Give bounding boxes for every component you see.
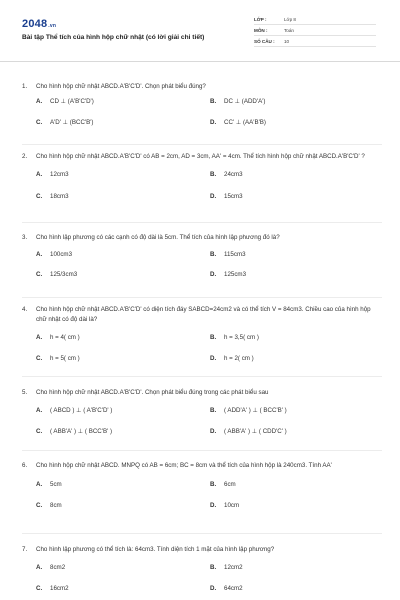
option-letter: A. (36, 334, 43, 341)
option-letter: C. (36, 193, 43, 200)
option-text: 125/3cm3 (50, 271, 78, 278)
option-b[interactable] (210, 481, 236, 488)
option-letter: A. (36, 481, 43, 488)
meta-value: 10 (284, 38, 290, 44)
question-text (22, 152, 382, 162)
option-text: 18cm3 (50, 193, 69, 200)
option-letter: B. (210, 251, 217, 258)
option-text: h = 2( cm ) (224, 355, 254, 362)
option-b[interactable] (210, 171, 243, 178)
option-c[interactable] (36, 585, 69, 592)
option-c[interactable] (36, 271, 77, 278)
question-body: Cho hình lập phương có thể tích là: 64cm3. Tính diện tích 1 mặt của hình lập phương? (36, 546, 275, 553)
meta-value: Toán (284, 27, 294, 33)
option-a[interactable] (36, 98, 94, 105)
option-letter: D. (210, 271, 217, 278)
option-text: A'D' ⊥ (BCC'B') (50, 119, 94, 126)
option-b[interactable] (210, 251, 246, 258)
options (22, 92, 382, 130)
meta-row-grade (254, 14, 376, 25)
question-number: 6. (22, 462, 28, 469)
options (22, 398, 382, 442)
option-text: 12cm2 (224, 564, 243, 571)
option-a[interactable] (36, 334, 80, 341)
option-b[interactable] (210, 564, 243, 571)
option-letter: C. (36, 428, 43, 435)
option-text: ( ABCD ) ⊥ ( A'B'C'D' ) (50, 407, 113, 414)
option-text: 5cm (50, 481, 62, 488)
question-body: Cho hình hộp chữ nhật ABCD.A'B'C'D'. Chọn phát biểu đúng trong các phát biểu sau (36, 389, 269, 396)
question-text (22, 545, 382, 555)
option-letter: B. (210, 171, 217, 178)
divider (22, 450, 382, 451)
option-d[interactable] (210, 119, 266, 126)
meta-row-subject (254, 25, 376, 36)
question-number: 5. (22, 389, 28, 396)
option-letter: D. (210, 119, 217, 126)
option-letter: D. (210, 502, 217, 509)
option-c[interactable] (36, 428, 112, 435)
meta-label: MÔN : (254, 27, 268, 33)
option-letter: C. (36, 355, 43, 362)
option-letter: D. (210, 355, 217, 362)
question-body: Cho hình hộp chữ nhật ABCD.A'B'C'D'. Chọn phát biểu đúng? (36, 83, 206, 90)
option-c[interactable] (36, 502, 62, 509)
option-text: DC ⊥ (ADD'A') (224, 98, 266, 105)
question-2 (22, 152, 382, 206)
question-text (22, 388, 382, 398)
question-6 (22, 461, 382, 515)
option-text: 16cm2 (50, 585, 69, 592)
option-letter: A. (36, 171, 43, 178)
divider (22, 533, 382, 534)
meta-row-count (254, 36, 376, 47)
option-a[interactable] (36, 251, 72, 258)
option-text: 6cm (224, 481, 236, 488)
option-text: 12cm3 (50, 171, 69, 178)
question-number: 2. (22, 153, 28, 160)
option-text: 125cm3 (224, 271, 247, 278)
option-d[interactable] (210, 502, 239, 509)
option-letter: B. (210, 564, 217, 571)
option-letter: C. (36, 585, 43, 592)
question-number: 1. (22, 83, 28, 90)
option-letter: A. (36, 407, 43, 414)
option-text: 115cm3 (224, 251, 246, 258)
divider (22, 222, 382, 223)
option-text: 15cm3 (224, 193, 243, 200)
option-letter: B. (210, 334, 217, 341)
question-number: 3. (22, 234, 28, 241)
question-5 (22, 388, 382, 442)
option-text: CD ⊥ (A'B'C'D') (50, 98, 94, 105)
option-text: 64cm2 (224, 585, 243, 592)
options (22, 325, 382, 369)
option-text: h = 4( cm ) (50, 334, 80, 341)
option-letter: D. (210, 193, 217, 200)
question-body: Cho hình lập phương có các cạnh có độ dài là 5cm. Thể tích của hình lập phương đó là? (36, 234, 280, 241)
question-number: 4. (22, 306, 28, 313)
option-letter: A. (36, 251, 43, 258)
option-letter: C. (36, 502, 43, 509)
options (22, 471, 382, 515)
option-d[interactable] (210, 428, 287, 435)
meta-value: Lớp 8 (284, 16, 296, 22)
question-text (22, 461, 382, 471)
question-7 (22, 545, 382, 599)
divider (22, 144, 382, 145)
option-d[interactable] (210, 193, 243, 200)
option-b[interactable] (210, 407, 287, 414)
question-text (22, 82, 382, 92)
question-4 (22, 305, 382, 369)
option-text: ( ABB'A' ) ⊥ ( BCC'B' ) (50, 428, 113, 435)
option-c[interactable] (36, 193, 69, 200)
option-a[interactable] (36, 407, 112, 414)
option-letter: A. (36, 98, 43, 105)
option-letter: B. (210, 407, 217, 414)
logo-sub: .vn (48, 23, 57, 29)
option-c[interactable] (36, 355, 80, 362)
meta-label: SỐ CÂU : (254, 38, 275, 44)
option-text: 100cm3 (50, 251, 73, 258)
option-letter: B. (210, 98, 217, 105)
option-letter: A. (36, 564, 43, 571)
option-d[interactable] (210, 355, 254, 362)
option-text: 8cm2 (50, 564, 66, 571)
option-text: ( ABB'A' ) ⊥ ( CDD'C' ) (224, 428, 287, 435)
divider (22, 376, 382, 377)
question-text (22, 305, 382, 325)
option-text: CC' ⊥ (AA'B'B) (224, 119, 266, 126)
option-letter: C. (36, 119, 43, 126)
document-title: Bài tập Thể tích của hình hộp chữ nhật (có lời giải chi tiết) (22, 34, 205, 41)
option-d[interactable] (210, 271, 246, 278)
option-a[interactable] (36, 564, 65, 571)
option-text: ( ADD'A' ) ⊥ ( BCC'B' ) (224, 407, 287, 414)
question-body: Cho hình hộp chữ nhật ABCD.A'B'C'D' có diện tích đáy SABCD=24cm2 và có thể tích V = 84cm3. Chiều cao của hình hộp chữ nhật có độ dài là? (36, 306, 371, 323)
option-letter: C. (36, 271, 43, 278)
option-letter: B. (210, 481, 217, 488)
option-c[interactable] (36, 119, 93, 126)
options (22, 555, 382, 599)
question-text (22, 233, 382, 243)
divider (22, 297, 382, 298)
question-body: Cho hình hộp chữ nhật ABCD.A'B'C'D' có AB = 2cm, AD = 3cm, AA' = 4cm. Thể tích hình hộp chữ nhật ABCD.A'B'C'D' ? (36, 153, 365, 160)
question-1 (22, 82, 382, 130)
option-text: h = 3,5( cm ) (224, 334, 259, 341)
option-a[interactable] (36, 171, 69, 178)
meta-table (254, 14, 376, 47)
question-number: 7. (22, 546, 28, 553)
option-text: h = 5( cm ) (50, 355, 80, 362)
option-letter: D. (210, 428, 217, 435)
option-b[interactable] (210, 334, 259, 341)
question-body: Cho hình hộp chữ nhật ABCD. MNPQ có AB = 6cm; BC = 8cm và thể tích của hình hộp là 240cm3. Tính AA' (36, 462, 332, 469)
option-a[interactable] (36, 481, 62, 488)
option-text: 10cm (224, 502, 240, 509)
option-b[interactable] (210, 98, 265, 105)
option-d[interactable] (210, 585, 243, 592)
options (22, 162, 382, 206)
option-letter: D. (210, 585, 217, 592)
question-3 (22, 233, 382, 287)
options (22, 243, 382, 287)
option-text: 8cm (50, 502, 62, 509)
site-logo[interactable] (22, 18, 56, 30)
logo-main: 2048 (22, 18, 48, 30)
meta-label: LỚP : (254, 16, 267, 22)
document-header (0, 0, 400, 62)
option-text: 24cm3 (224, 171, 243, 178)
